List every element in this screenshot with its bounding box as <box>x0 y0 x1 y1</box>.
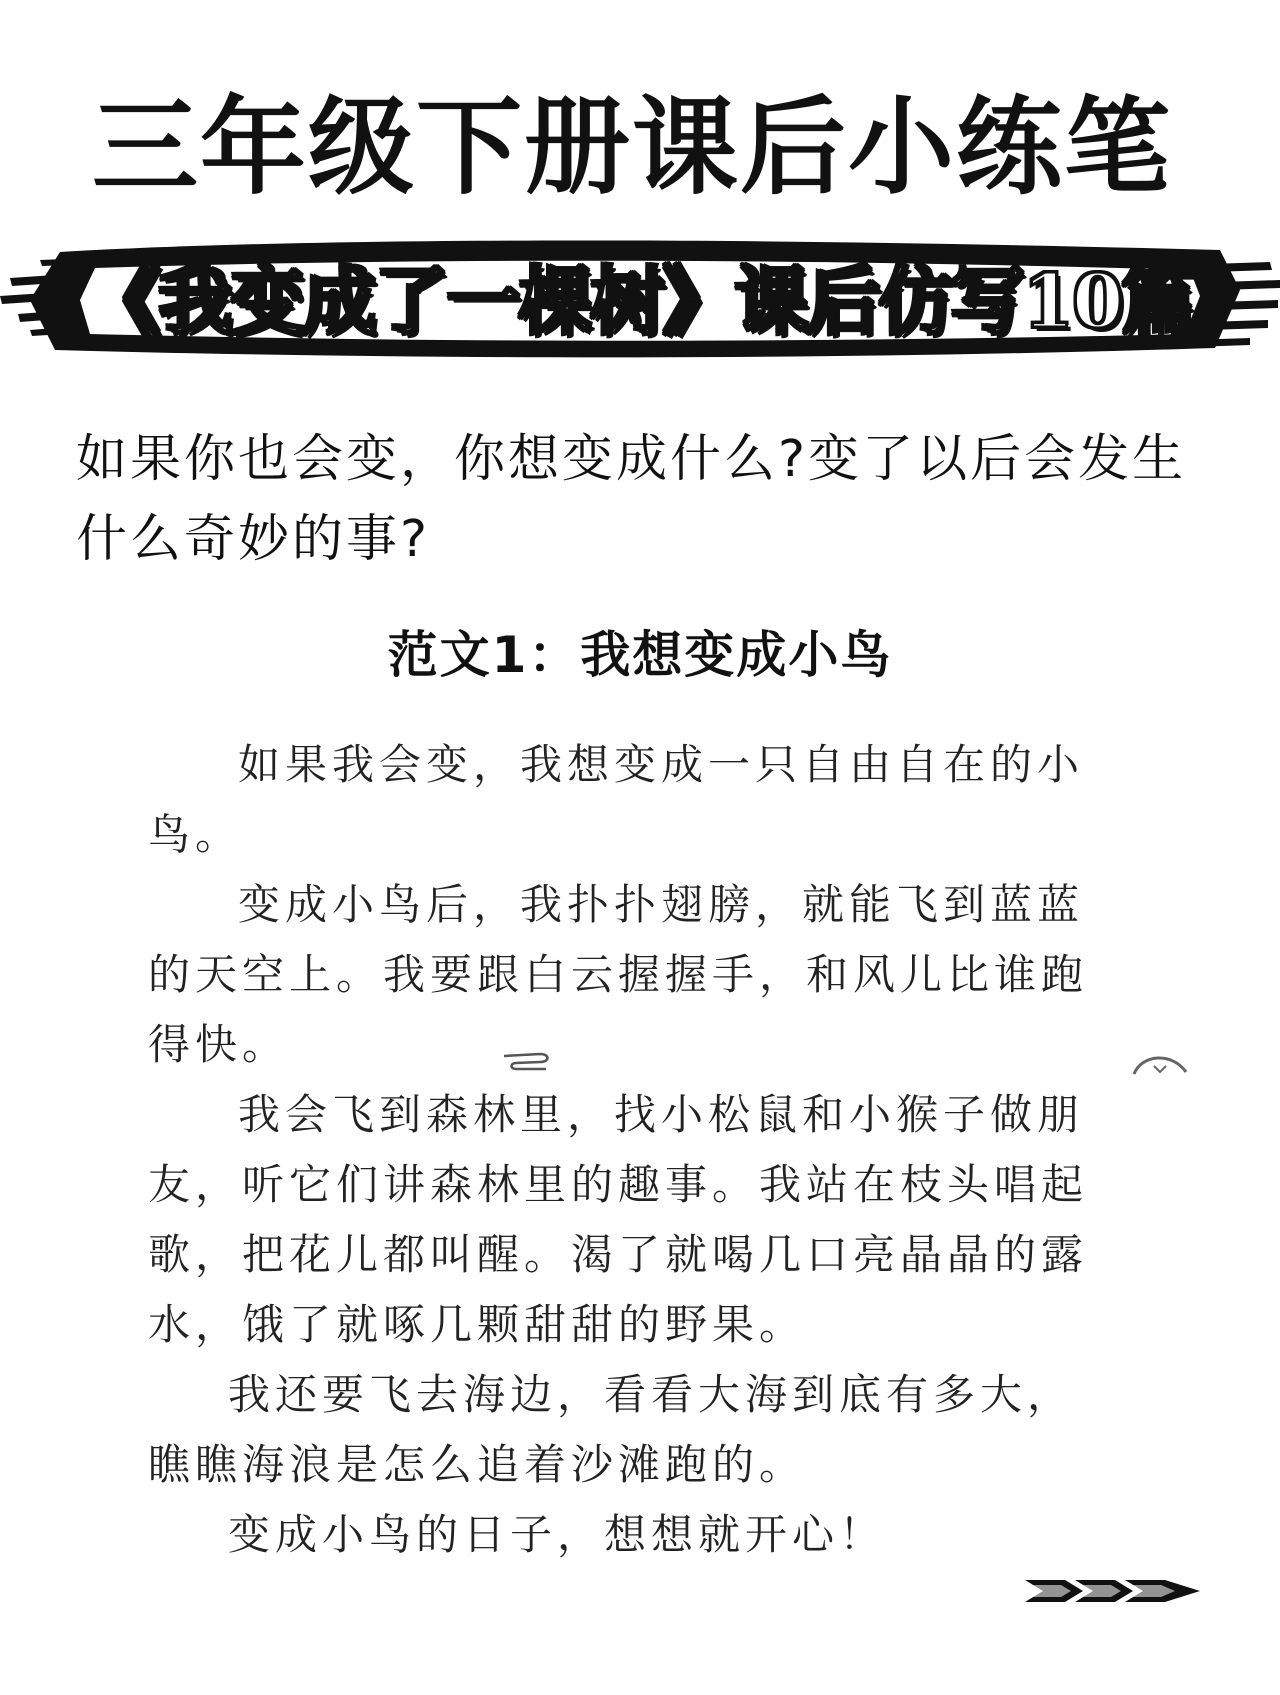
essay-paragraph-4: 我还要飞去海边，看看大海到底有多大，瞧瞧海浪是怎么追着沙滩跑的。 <box>148 1370 1075 1489</box>
page-title: 三年级下册课后小练笔 <box>92 86 1172 209</box>
essay-paragraph-3: 我会飞到森林里，找小松鼠和小猴子做朋友，听它们讲森林里的趣事。我站在枝头唱起歌，把花儿都叫醒。渴了就喝几口亮晶晶的露水，饿了就啄几颗甜甜的野果。 <box>148 1090 1089 1349</box>
essay-title: 范文1：我想变成小鸟 <box>387 626 893 684</box>
triple-arrow-right-icon <box>1025 1578 1200 1604</box>
banner-title: 《我变成了一棵树》课后仿写10篇 <box>86 259 1194 345</box>
title-banner <box>0 230 1280 370</box>
writing-prompt: 如果你也会变，你想变成什么?变了以后会发生什么奇妙的事? <box>76 430 1187 569</box>
squiggle-mark-icon <box>502 1050 554 1072</box>
essay-paragraph-5: 变成小鸟的日子，想想就开心！ <box>228 1510 887 1559</box>
smile-arc-icon <box>1130 1050 1190 1080</box>
essay-paragraph-1: 如果我会变，我想变成一只自由自在的小鸟。 <box>148 740 1085 859</box>
essay-body <box>148 730 1113 1570</box>
essay-paragraph-2: 变成小鸟后，我扑扑翅膀，就能飞到蓝蓝的天空上。我要跟白云握握手，和风儿比谁跑得快。 <box>148 880 1089 1069</box>
